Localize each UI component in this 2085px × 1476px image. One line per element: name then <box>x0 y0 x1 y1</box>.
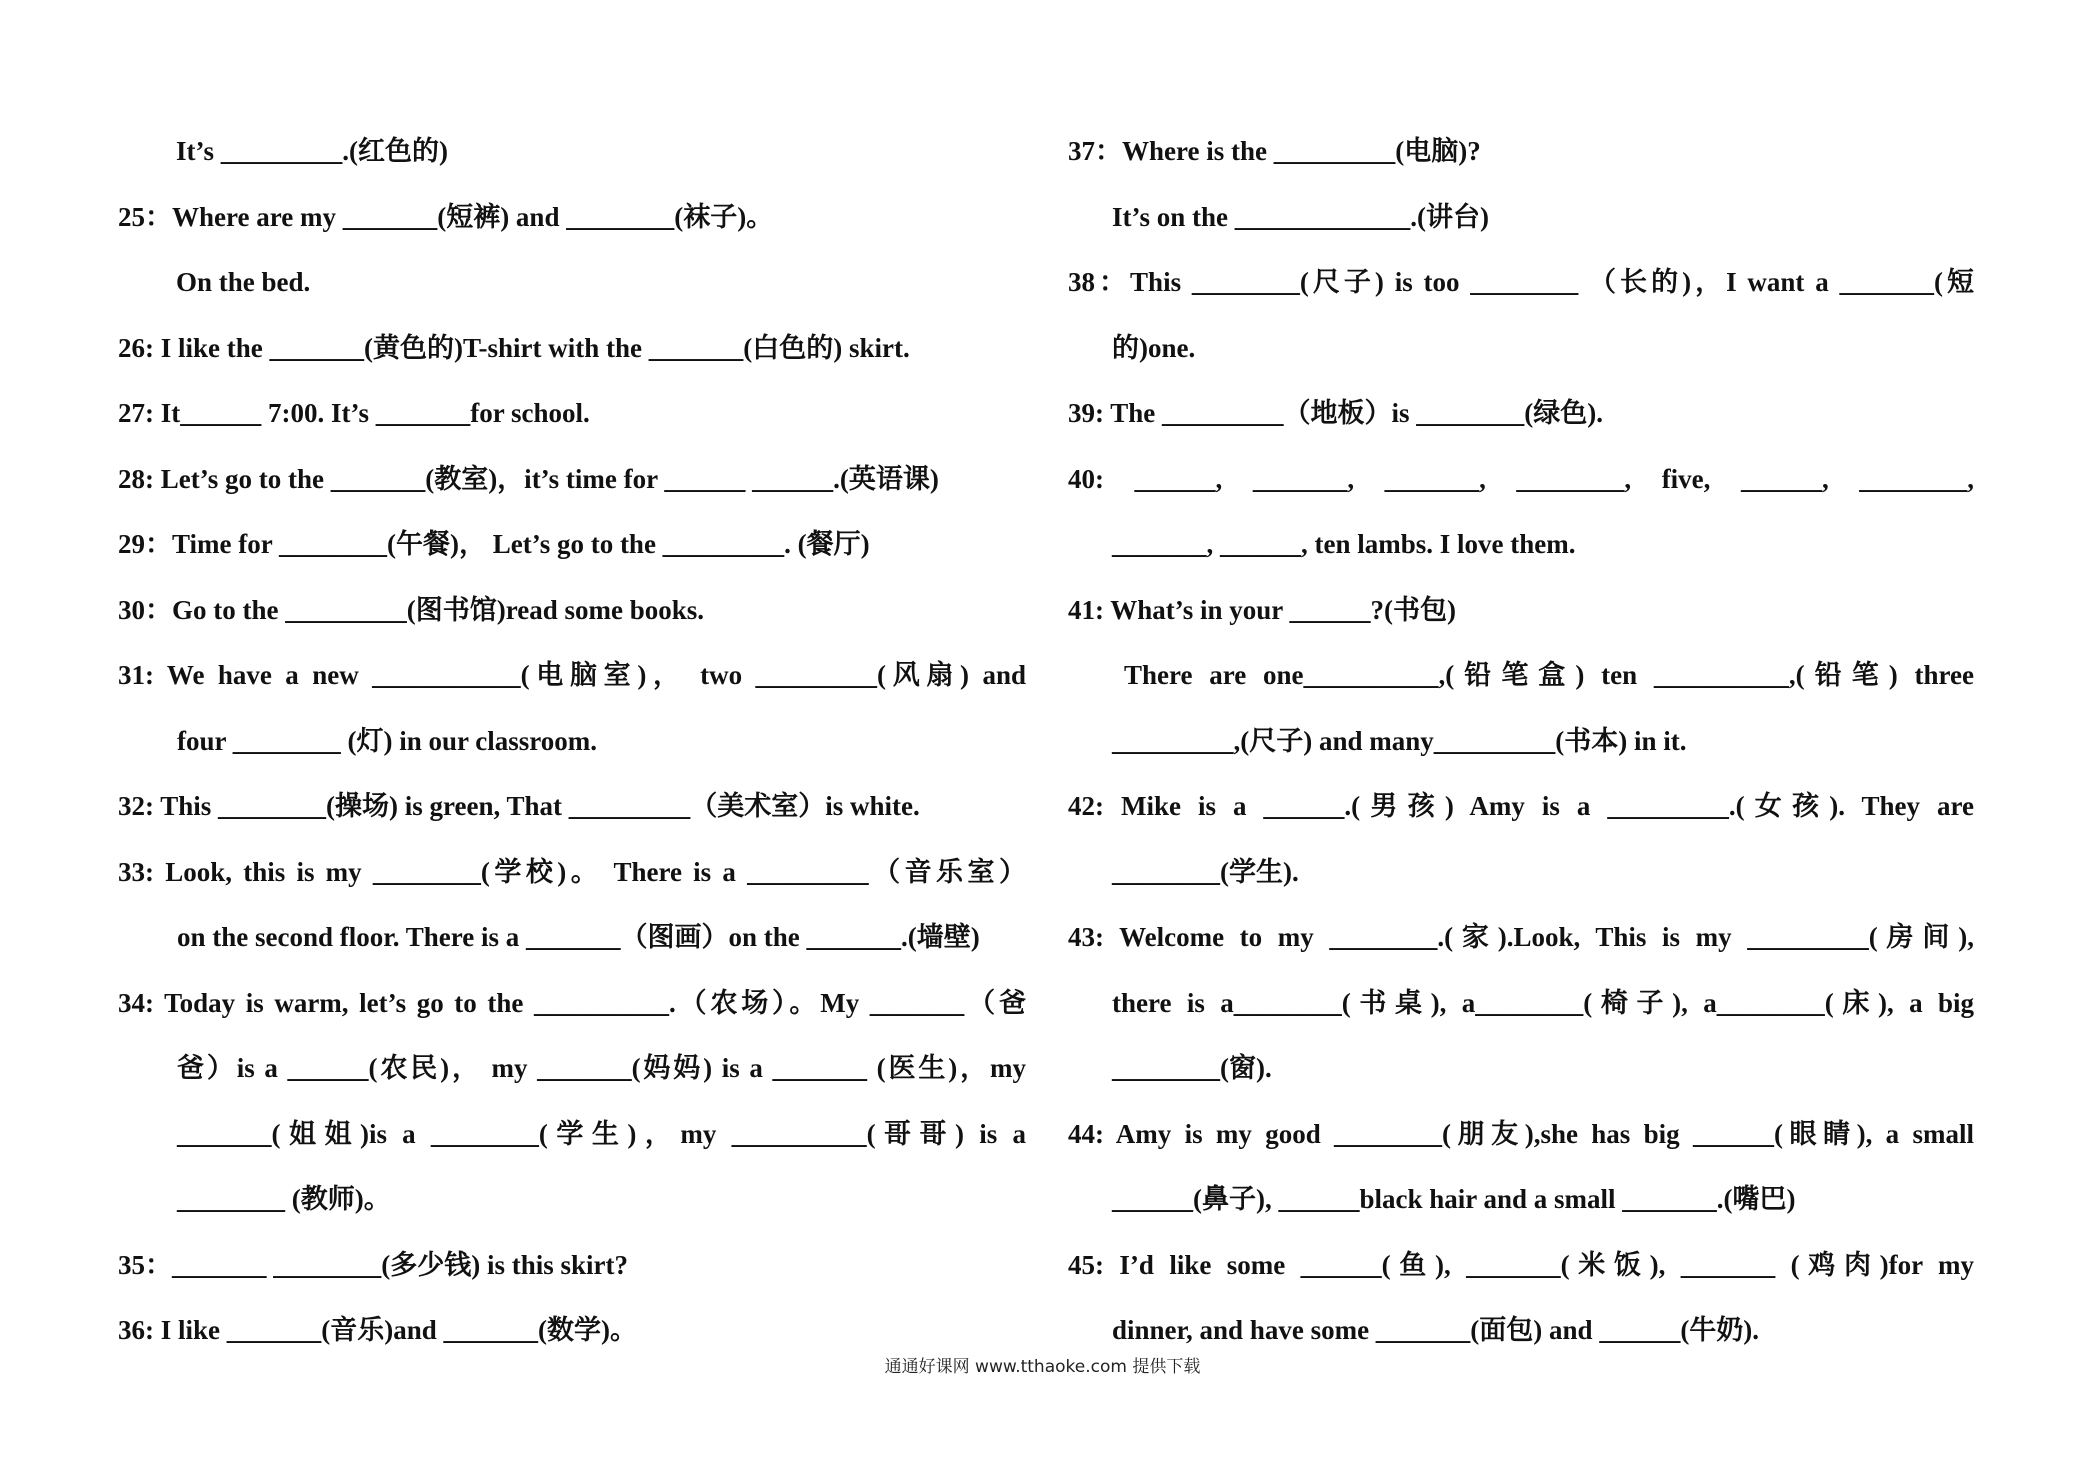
exercise-line: on the second floor. There is a _______（图画）on the _______.(墙壁) <box>177 922 980 952</box>
exercise-line: 34: Today is warm, let’s go to the __________.（农场）。My _______（爸 <box>118 987 1026 1018</box>
footer-credit: 通通好课网 www.tthaoke.com 提供下载 <box>884 1357 1201 1377</box>
exercise-line: ______(鼻子), ______black hair and a small _______.(嘴巴) <box>1112 1184 1796 1214</box>
exercise-line: It’s on the _____________.(讲台) <box>1112 201 1489 232</box>
exercise-line: ________ (教师)。 <box>177 1184 391 1214</box>
exercise-line: 25：Where are my _______(短裤) and ________(袜子)。 <box>118 201 774 232</box>
exercise-line: 37：Where is the _________(电脑)? <box>1068 136 1481 166</box>
exercise-line: 26: I like the _______(黄色的)T-shirt with the _______(白色的) skirt. <box>118 332 910 363</box>
exercise-line: there is a________(书桌), a________(椅子), a________(床), a big <box>1112 987 1974 1018</box>
exercise-line: 39: The _________（地板）is ________(绿色). <box>1068 398 1604 428</box>
right-column <box>1068 119 1974 1364</box>
exercise-line: 30：Go to the _________(图书馆)read some books. <box>118 594 704 625</box>
exercise-line: On the bed. <box>176 267 311 297</box>
exercise-line: _________,(尺子) and many_________(书本) in it. <box>1112 725 1687 756</box>
exercise-line: 35：_______ ________(多少钱) is this skirt? <box>118 1249 629 1280</box>
exercise-line: dinner, and have some _______(面包) and ______(牛奶). <box>1112 1315 1760 1345</box>
exercise-line: There are one__________,(铅笔盒) ten __________,(铅笔) three <box>1124 660 1974 690</box>
exercise-line: 的)one. <box>1112 332 1196 363</box>
exercise-line: 38：This ________(尺子) is too ________ （长的)，I want a _______(短 <box>1068 267 1974 297</box>
exercise-line: 31: We have a new ___________(电脑室)， two _________(风扇) and <box>118 660 1026 690</box>
exercise-line: 29：Time for ________(午餐)， Let’s go to the _________. (餐厅) <box>118 529 870 559</box>
exercise-line: _______(姐姐)is a ________(学生)，my __________(哥哥) is a <box>177 1118 1026 1149</box>
left-column <box>118 119 1026 1364</box>
exercise-line: four ________ (灯) in our classroom. <box>177 725 598 756</box>
exercise-line: 32: This ________(操场) is green, That _________（美术室）is white. <box>118 791 920 821</box>
exercise-line: ________(学生). <box>1112 856 1299 887</box>
exercise-line: 43: Welcome to my ________.(家).Look, This is my _________(房间), <box>1068 922 1974 952</box>
exercise-line: 45: I’d like some ______(鱼), _______(米饭), _______ (鸡肉)for my <box>1068 1249 1974 1280</box>
exercise-line: ________(窗). <box>1112 1053 1272 1083</box>
exercise-line: _______, ______, ten lambs. I love them. <box>1112 529 1576 559</box>
exercise-line: 33: Look, this is my ________(学校)。 There is a _________（音乐室） <box>118 856 1026 887</box>
exercise-line: 40: ______, _______, _______, ________, five, ______, ________, <box>1068 463 1974 494</box>
exercise-line: 28: Let’s go to the _______(教室)，it’s time for ______ ______.(英语课) <box>118 463 939 494</box>
exercise-line: 36: I like _______(音乐)and _______(数学)。 <box>118 1315 637 1345</box>
exercise-line: 44: Amy is my good ________(朋友),she has big ______(眼睛), a small <box>1068 1118 1974 1149</box>
exercise-line: 爸）is a ______(农民)， my _______(妈妈) is a _______ (医生)，my <box>177 1053 1026 1083</box>
exercise-line: 41: What’s in your ______?(书包) <box>1068 594 1457 625</box>
exercise-line: It’s _________.(红色的) <box>176 136 448 166</box>
exercise-line: 27: It______ 7:00. It’s _______for school. <box>118 398 590 428</box>
exercise-line: 42: Mike is a ______.(男孩) Amy is a _________.(女孩). They are <box>1068 791 1974 821</box>
